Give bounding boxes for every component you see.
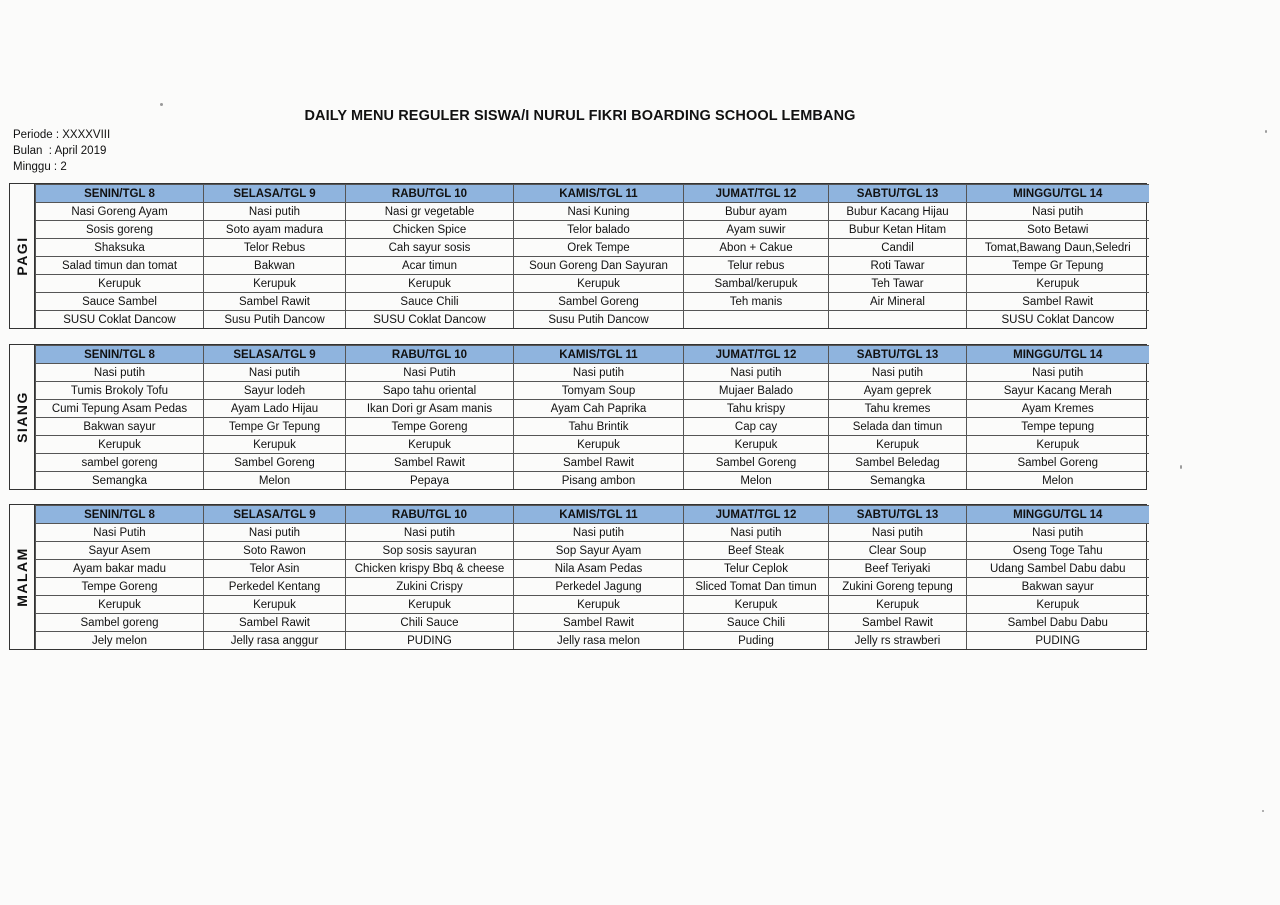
column-header: JUMAT/TGL 12 [684,185,829,203]
menu-table [35,184,1149,328]
table-row [36,454,1149,472]
menu-cell: SUSU Coklat Dancow [36,311,204,329]
column-header: KAMIS/TGL 11 [514,185,684,203]
menu-cell: Selada dan timun [829,418,967,436]
menu-cell: Nasi putih [967,524,1149,542]
menu-cell: Kerupuk [684,596,829,614]
menu-cell: Sambel Rawit [204,614,346,632]
menu-cell: Kerupuk [514,436,684,454]
menu-cell: Nasi putih [829,524,967,542]
column-header: SABTU/TGL 13 [829,346,967,364]
table-row [36,614,1149,632]
menu-cell: Salad timun dan tomat [36,257,204,275]
menu-cell: Ayam suwir [684,221,829,239]
meta-minggu: Minggu : 2 [13,161,67,173]
menu-cell: Sambel Goreng [514,293,684,311]
menu-cell: Telor Rebus [204,239,346,257]
menu-cell: Zukini Goreng tepung [829,578,967,596]
menu-cell: Kerupuk [36,275,204,293]
column-header: SELASA/TGL 9 [204,346,346,364]
menu-cell: Sop sosis sayuran [346,542,514,560]
menu-cell: Bakwan [204,257,346,275]
section-siang [9,344,1147,490]
column-header: KAMIS/TGL 11 [514,346,684,364]
menu-cell: Jelly rasa anggur [204,632,346,650]
menu-cell: Susu Putih Dancow [514,311,684,329]
header-row [36,185,1149,203]
menu-cell: Kerupuk [36,596,204,614]
column-header: JUMAT/TGL 12 [684,506,829,524]
menu-cell: Nasi Putih [36,524,204,542]
document-title: DAILY MENU REGULER SISWA/I NURUL FIKRI BOARDING SCHOOL LEMBANG [304,108,856,124]
menu-cell: Sauce Sambel [36,293,204,311]
column-header: RABU/TGL 10 [346,346,514,364]
menu-cell: Tempe Gr Tepung [204,418,346,436]
menu-cell: Semangka [36,472,204,490]
menu-cell: Telur Ceplok [684,560,829,578]
menu-cell: Sambel Rawit [346,454,514,472]
menu-cell: Kerupuk [829,596,967,614]
menu-cell: Soto Betawi [967,221,1149,239]
menu-cell: Nasi Goreng Ayam [36,203,204,221]
menu-cell: PUDING [346,632,514,650]
menu-cell: Roti Tawar [829,257,967,275]
menu-cell: Kerupuk [346,275,514,293]
column-header: RABU/TGL 10 [346,506,514,524]
column-header: SELASA/TGL 9 [204,185,346,203]
column-header: SENIN/TGL 8 [36,185,204,203]
menu-cell: Sauce Chili [346,293,514,311]
menu-cell: Kerupuk [346,436,514,454]
menu-cell: Sambel Rawit [514,454,684,472]
menu-cell: Melon [684,472,829,490]
table-row [36,221,1149,239]
menu-cell: Nasi putih [967,203,1149,221]
menu-cell: Sayur Kacang Merah [967,382,1149,400]
meta-periode: Periode : XXXXVIII [13,129,111,141]
menu-cell: Nasi putih [829,364,967,382]
menu-cell: Sayur lodeh [204,382,346,400]
menu-cell: Kerupuk [514,596,684,614]
menu-cell: Kerupuk [829,436,967,454]
menu-cell: Bubur Ketan Hitam [829,221,967,239]
menu-cell: Jelly rs strawberi [829,632,967,650]
table-row [36,382,1149,400]
table-row [36,542,1149,560]
menu-cell: Tumis Brokoly Tofu [36,382,204,400]
menu-cell: PUDING [967,632,1149,650]
scan-speck [1180,465,1182,469]
menu-cell: Kerupuk [204,436,346,454]
table-row [36,418,1149,436]
table-row [36,560,1149,578]
menu-cell: Nila Asam Pedas [514,560,684,578]
menu-cell: Sambel Rawit [204,293,346,311]
table-row [36,472,1149,490]
menu-cell: Sambel Rawit [829,614,967,632]
column-header: MINGGU/TGL 14 [967,346,1149,364]
table-row [36,293,1149,311]
menu-cell: Sambel Rawit [967,293,1149,311]
table-row [36,275,1149,293]
menu-cell: Sambel Beledag [829,454,967,472]
menu-cell: Soun Goreng Dan Sayuran [514,257,684,275]
column-header: SELASA/TGL 9 [204,506,346,524]
menu-cell: Shaksuka [36,239,204,257]
menu-cell: Telor Asin [204,560,346,578]
table-row [36,596,1149,614]
menu-cell: Nasi putih [514,364,684,382]
menu-cell: Nasi putih [204,203,346,221]
menu-cell: Air Mineral [829,293,967,311]
column-header: MINGGU/TGL 14 [967,185,1149,203]
column-header: MINGGU/TGL 14 [967,506,1149,524]
section-label: MALAM [10,505,35,649]
column-header: SENIN/TGL 8 [36,506,204,524]
table-row [36,400,1149,418]
menu-cell: sambel goreng [36,454,204,472]
menu-cell: Tempe Gr Tepung [967,257,1149,275]
menu-cell: Ayam Cah Paprika [514,400,684,418]
table-row [36,578,1149,596]
scan-speck [1265,130,1267,133]
menu-cell: Jelly rasa melon [514,632,684,650]
menu-cell: Sauce Chili [684,614,829,632]
menu-cell: Ikan Dori gr Asam manis [346,400,514,418]
table-row [36,203,1149,221]
menu-cell: Perkedel Jagung [514,578,684,596]
column-header: SABTU/TGL 13 [829,506,967,524]
section-pagi [9,183,1147,329]
scan-speck [160,103,163,106]
menu-table [35,345,1149,489]
menu-cell: Telur rebus [684,257,829,275]
menu-cell: Sosis goreng [36,221,204,239]
menu-cell: Clear Soup [829,542,967,560]
menu-cell: Bubur Kacang Hijau [829,203,967,221]
menu-cell: Sambel Goreng [967,454,1149,472]
menu-cell: Nasi putih [514,524,684,542]
menu-cell: Tempe Goreng [36,578,204,596]
menu-cell: Kerupuk [967,596,1149,614]
menu-cell: Kerupuk [967,436,1149,454]
table-row [36,524,1149,542]
menu-cell [684,311,829,329]
menu-cell: Nasi putih [346,524,514,542]
table-row [36,257,1149,275]
section-label: PAGI [10,184,35,328]
menu-cell: Melon [204,472,346,490]
menu-cell: Acar timun [346,257,514,275]
menu-cell: Cap cay [684,418,829,436]
menu-cell: Bakwan sayur [967,578,1149,596]
menu-cell: Nasi putih [36,364,204,382]
menu-cell: Orek Tempe [514,239,684,257]
menu-cell: Ayam geprek [829,382,967,400]
menu-cell: SUSU Coklat Dancow [967,311,1149,329]
menu-cell: SUSU Coklat Dancow [346,311,514,329]
menu-cell: Mujaer Balado [684,382,829,400]
menu-cell: Tempe Goreng [346,418,514,436]
menu-cell: Tomat,Bawang Daun,Seledri [967,239,1149,257]
menu-cell: Tahu krispy [684,400,829,418]
menu-cell: Soto Rawon [204,542,346,560]
menu-cell: Perkedel Kentang [204,578,346,596]
menu-cell: Soto ayam madura [204,221,346,239]
menu-cell: Nasi putih [204,524,346,542]
menu-cell: Nasi putih [967,364,1149,382]
menu-cell: Nasi putih [684,524,829,542]
column-header: SENIN/TGL 8 [36,346,204,364]
header-row [36,506,1149,524]
menu-cell: Sambel goreng [36,614,204,632]
menu-cell: Sliced Tomat Dan timun [684,578,829,596]
menu-cell: Kerupuk [514,275,684,293]
section-label: SIANG [10,345,35,489]
menu-cell: Udang Sambel Dabu dabu [967,560,1149,578]
table-row [36,311,1149,329]
menu-cell: Cah sayur sosis [346,239,514,257]
menu-cell: Ayam Kremes [967,400,1149,418]
menu-cell: Telor balado [514,221,684,239]
menu-cell: Tahu kremes [829,400,967,418]
menu-cell: Chili Sauce [346,614,514,632]
section-malam [9,504,1147,650]
menu-cell: Abon + Cakue [684,239,829,257]
column-header: SABTU/TGL 13 [829,185,967,203]
menu-cell: Nasi gr vegetable [346,203,514,221]
menu-cell: Semangka [829,472,967,490]
menu-cell: Sambel Goreng [204,454,346,472]
menu-cell: Bakwan sayur [36,418,204,436]
scan-speck [1262,810,1264,812]
menu-cell: Beef Steak [684,542,829,560]
menu-cell: Tempe tepung [967,418,1149,436]
menu-cell: Sambel Goreng [684,454,829,472]
menu-cell: Oseng Toge Tahu [967,542,1149,560]
menu-cell: Beef Teriyaki [829,560,967,578]
menu-cell: Nasi Kuning [514,203,684,221]
menu-table [35,505,1149,649]
menu-cell: Zukini Crispy [346,578,514,596]
menu-cell [829,311,967,329]
menu-cell: Sambel Rawit [514,614,684,632]
menu-cell: Teh manis [684,293,829,311]
column-header: KAMIS/TGL 11 [514,506,684,524]
menu-cell: Kerupuk [346,596,514,614]
menu-cell: Chicken Spice [346,221,514,239]
menu-cell: Teh Tawar [829,275,967,293]
menu-cell: Pisang ambon [514,472,684,490]
menu-cell: Kerupuk [204,596,346,614]
menu-cell: Bubur ayam [684,203,829,221]
menu-cell: Sop Sayur Ayam [514,542,684,560]
menu-cell: Susu Putih Dancow [204,311,346,329]
menu-cell: Melon [967,472,1149,490]
menu-cell: Sambel Dabu Dabu [967,614,1149,632]
menu-cell: Chicken krispy Bbq & cheese [346,560,514,578]
header-row [36,346,1149,364]
menu-cell: Tahu Brintik [514,418,684,436]
menu-cell: Sayur Asem [36,542,204,560]
menu-cell: Nasi Putih [346,364,514,382]
menu-cell: Kerupuk [204,275,346,293]
table-row [36,632,1149,650]
menu-cell: Ayam bakar madu [36,560,204,578]
menu-cell: Ayam Lado Hijau [204,400,346,418]
menu-cell: Kerupuk [684,436,829,454]
menu-cell: Candil [829,239,967,257]
column-header: RABU/TGL 10 [346,185,514,203]
menu-cell: Jely melon [36,632,204,650]
table-row [36,364,1149,382]
menu-cell: Kerupuk [967,275,1149,293]
menu-cell: Sambal/kerupuk [684,275,829,293]
menu-cell: Pepaya [346,472,514,490]
menu-cell: Kerupuk [36,436,204,454]
table-row [36,436,1149,454]
menu-cell: Puding [684,632,829,650]
table-row [36,239,1149,257]
menu-cell: Sapo tahu oriental [346,382,514,400]
meta-bulan: Bulan : April 2019 [13,145,107,157]
meta-block [13,128,110,176]
menu-cell: Tomyam Soup [514,382,684,400]
menu-cell: Cumi Tepung Asam Pedas [36,400,204,418]
menu-cell: Nasi putih [204,364,346,382]
menu-cell: Nasi putih [684,364,829,382]
column-header: JUMAT/TGL 12 [684,346,829,364]
